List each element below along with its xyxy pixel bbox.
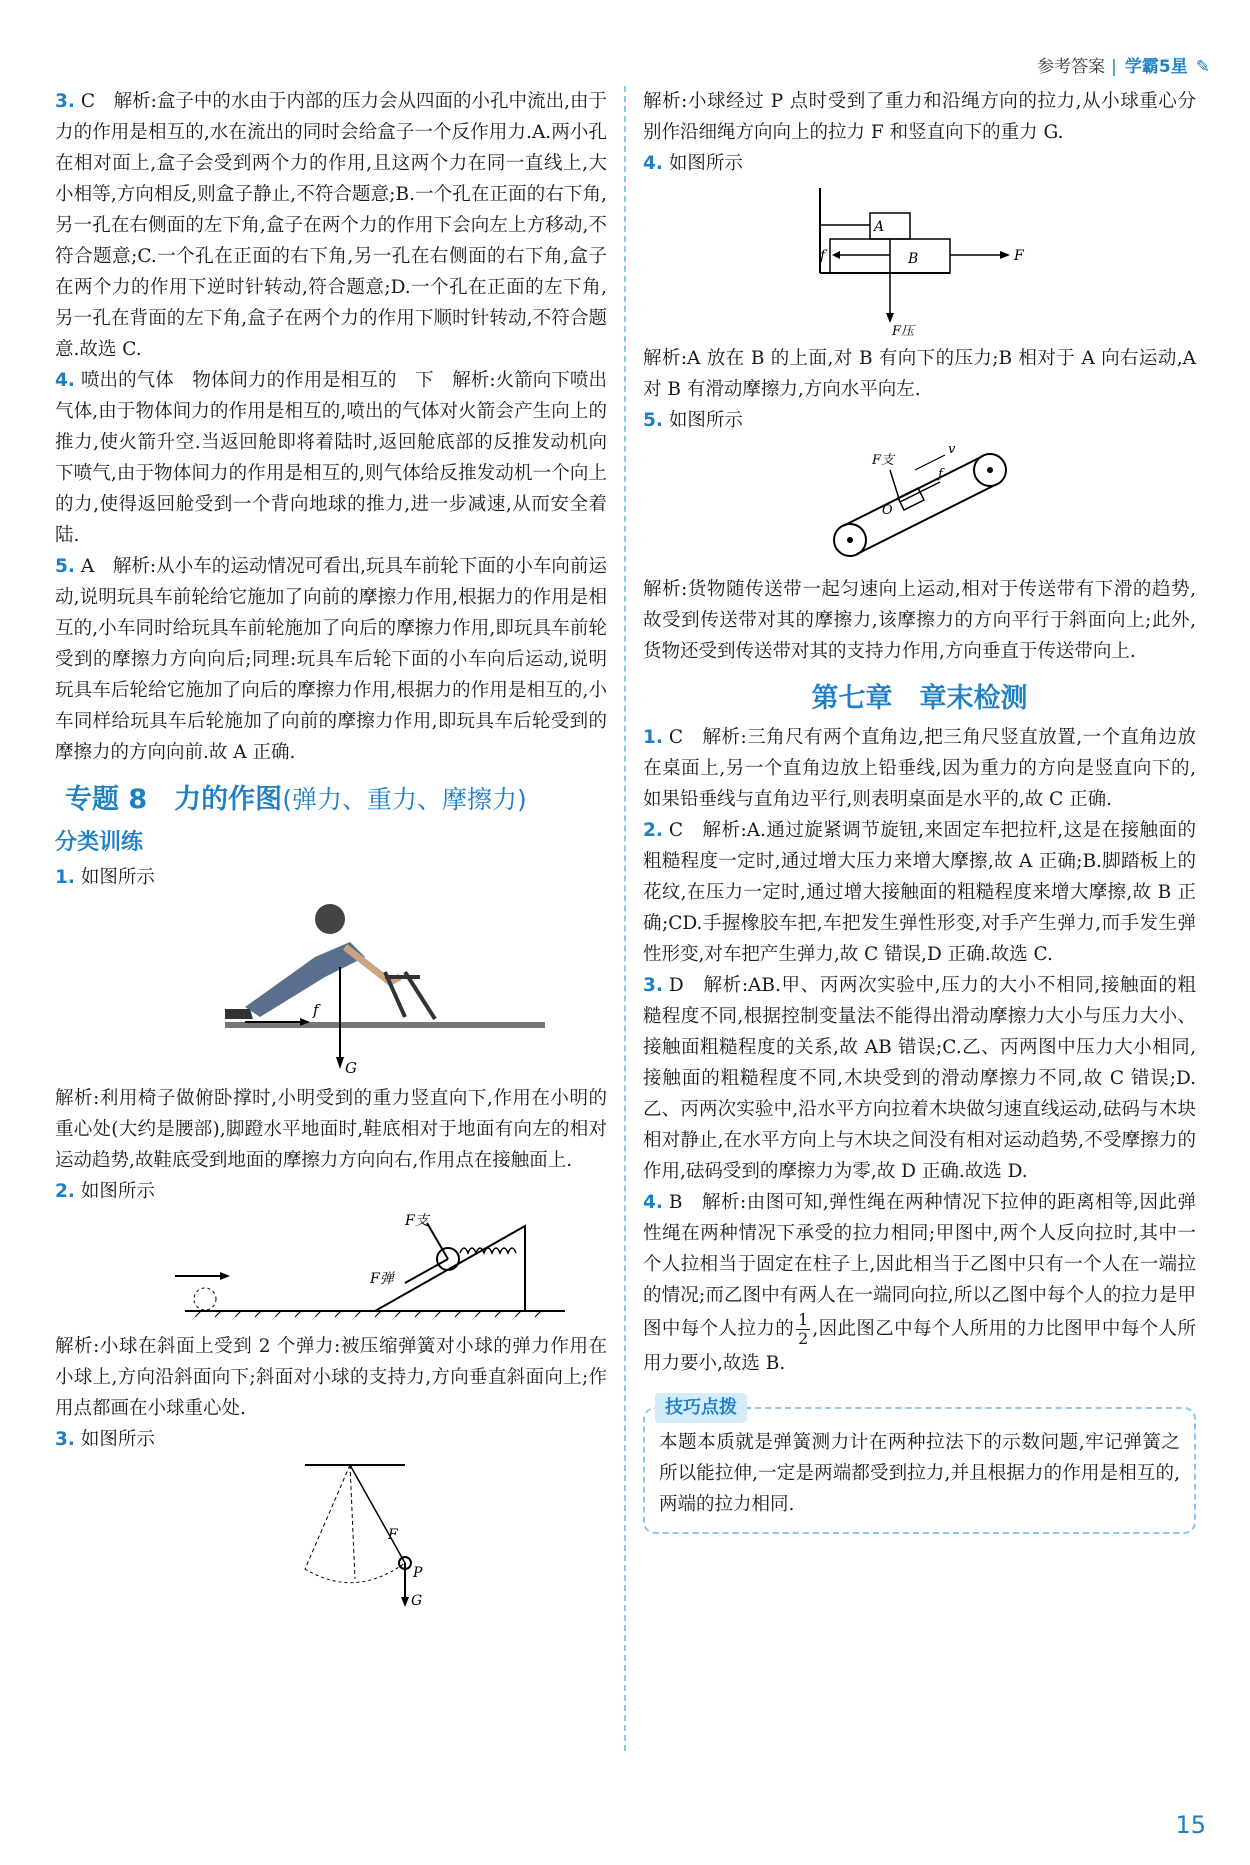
chapter-title: 第七章 章末检测 [811,683,1028,714]
figure-spring-incline [165,1211,585,1327]
label-v: v [947,442,955,457]
training-4-explain: 解析:A 放在 B 的上面,对 B 有向下的压力;B 相对于 A 向右运动,A 对 B 有滑动摩擦力,方向水平向左. [643,348,1196,400]
head [315,904,345,934]
chapter-answer-1: 1. C 解析:三角尺有两个直角边,把三角尺竖直放置,一个直角边放在桌面上,另一个直角边放上铅垂线,因为重力的方向是竖直向下的,如果铅垂线与直角边平行,则表明桌面是水平的,故 C 正确. [643,727,1196,810]
incline [375,1226,525,1311]
figure-pushup [205,897,565,1079]
training-5: 5. 如图所示 [643,410,743,431]
label-P: P [413,1565,423,1581]
rope-left [305,1465,350,1569]
chapter-answer-2: 2. C 解析:A.通过旋紧调节旋钮,来固定车把拉杆,这是在接触面的粗糙程度一定时,通过增大压力来增大摩擦,故 A 正确;B.脚踏板上的花纹,在压力一定时,通过增大接触面的粗糙程度来增大摩擦,故 B 正确;CD.手握橡胶车把,车把发生弹性形变,对手产生弹力,而手发生弹性形变,对车把产生弹力,故 C 错误,D 正确.故选 C. [643,820,1196,965]
friction-arrow [900,482,940,502]
training-5-explain: 解析:货物随传送带一起匀速向上运动,相对于传送带有下滑的趋势,故受到传送带对其的摩擦力,该摩擦力的方向平行于斜面向上;此外,货物还受到传送带对其的支持力作用,方向垂直于传送带向上. [643,579,1196,662]
tip-label: 技巧点拨 [655,1393,747,1423]
answer-5: 5. A 解析:从小车的运动情况可看出,玩具车前轮下面的小车向前运动,说明玩具车前轮给它施加了向前的摩擦力作用,根据力的作用是相互的,小车同时给玩具车前轮施加了向后的摩擦力作用,即玩具车前轮受到的摩擦力方向向后;同理:玩具车后轮下面的小车向后运动,说明玩具车后轮给它施加了向后的摩擦力作用,根据力的作用是相互的,小车同样给玩具车后轮施加了向前的摩擦力作用,即玩具车后轮受到的摩擦力的方向向前.故 A 正确. [55,556,607,763]
training-4: 4. 如图所示 [643,153,743,174]
pen-icon: ✎ [1195,57,1210,77]
figure-pendulum [275,1459,475,1609]
label-Fy: F压 [891,324,914,339]
shoe [225,1009,253,1019]
label-F: F [1013,248,1024,264]
right-column [643,86,1196,1534]
training-3: 3. 如图所示 [55,1429,155,1450]
label-Fz: F支 [871,453,894,468]
fraction-one-half: $\frac{1}{2}$ [798,1310,809,1348]
label-ft: F弹 [370,1271,394,1287]
label-fz: F支 [405,1213,429,1229]
training-3-explain: 解析:小球经过 P 点时受到了重力和沿绳方向的拉力,从小球重心分别作沿细绳方向向上的拉力 F 和竖直向下的重力 G. [643,91,1196,143]
gravity-arrowhead [336,1057,344,1069]
label-A: A [873,219,884,235]
training-1: 1. 如图所示 [55,867,155,888]
rope-mid [350,1465,355,1579]
body-figure [245,942,365,1017]
label-g: G [345,1059,357,1077]
figure-blocks [800,183,1040,339]
tip-box [643,1397,1196,1534]
header-separator: | [1111,57,1117,77]
rope [350,1465,405,1563]
training-1-explain: 解析:利用椅子做俯卧撑时,小明受到的重力竖直向下,作用在小明的重心处(大约是腰部),脚蹬水平地面时,鞋底相对于地面有向左的相对运动趋势,故鞋底受到地面的摩擦力方向向右,作用点在接触面上. [55,1088,607,1171]
figure-conveyor [820,440,1020,570]
chapter-answer-4: 4. B 解析:由图可知,弹性绳在两种情况下拉伸的距离相等,因此弹性绳在两种情况下承受的拉力相同;甲图中,两个人反向拉时,其中一个人拉相当于固定在柱子上,因此相当于乙图中只有一个人在一端拉的情况;而乙图中有两人在一端同向拉,所以乙图中每个人的拉力是甲图中每个人拉力的 $\frac{1}{2}$ ,因此图乙中每个人所用的力比图甲中每个人所用力要小,故选 B. [643,1192,1196,1374]
label-O: O [881,503,893,518]
left-column [55,86,607,1613]
topic-title: 专题 8 力的作图(弹力、重力、摩擦力) [65,784,527,815]
label-G: G [411,1593,423,1609]
header-brand: 学霸5星 [1124,57,1188,77]
label-f: f [819,248,825,264]
label-f: f [937,467,943,482]
label-F: F [388,1527,398,1543]
ball-start [194,1288,216,1310]
support-arrow [890,470,900,502]
spring-force-arrow [405,1259,448,1283]
spring [460,1248,516,1253]
tip-text: 本题本质就是弹簧测力计在两种拉法下的示数问题,牢记弹簧之所以能拉伸,一定是两端都受到拉力,并且根据力的作用是相互的,两端的拉力相同. [659,1432,1180,1515]
page-number: 15 [1175,1811,1206,1839]
answer-3: 3. C 解析:盒子中的水由于内部的压力会从四面的小孔中流出,由于力的作用是相互的,水在流出的同时会给盒子一个反作用力.A.两小孔在相对面上,盒子会受到两个力的作用,且这两个力在同一直线上,大小相等,方向相反,则盒子静止,不符合题意;B.一个孔在正面的右下角,另一孔在右侧面的左下角,盒子在两个力的作用下会向左上方移动,不符合题意;C.一个孔在正面的右下角,另一孔在右侧面的右下角,盒子在两个力的作用下逆时针转动,符合题意;D.一个孔在正面的左下角,另一孔在背面的左下角,盒子在两个力的作用下顺时针转动,不符合题意.故选 C. [55,91,607,360]
answer-4: 4. 喷出的气体 物体间力的作用是相互的 下 解析:火箭向下喷出气体,由于物体间力的作用是相互的,喷出的气体对火箭会产生向上的推力,使火箭升空.当返回舱即将着陆时,返回舱底部的反推发动机向下喷气,由于物体间力的作用是相互的,则气体给反推发动机一个向上的力,使得返回舱受到一个背向地球的推力,进一步减速,从而安全着陆. [55,370,607,546]
training-2: 2. 如图所示 [55,1181,155,1202]
training-2-explain: 解析:小球在斜面上受到 2 个弹力:被压缩弹簧对小球的弹力作用在小球上,方向沿斜面向下;斜面对小球的支持力,方向垂直斜面向上;作用点都画在小球重心处. [55,1336,607,1419]
column-divider [624,86,626,1751]
training-title: 分类训练 [55,830,144,855]
chapter-answer-3: 3. D 解析:AB.甲、丙两次实验中,压力的大小不相同,接触面的粗糙程度不同,根据控制变量法不能得出滑动摩擦力大小与压力大小、接触面粗糙程度的关系,故 AB 错误;C.乙、丙两图中压力大小相同,接触面的粗糙程度不同,木块受到的滑动摩擦力不同,故 C 错误;D.乙、丙两次实验中,沿水平方向拉着木块做匀速直线运动,砝码与木块相对静止,在水平方向上与木块之间没有相对运动趋势,不受摩擦力的作用,砝码受到的摩擦力为零,故 D 正确.故选 D. [643,975,1196,1182]
header-label: 参考答案 [1037,57,1106,77]
label-f: f [313,1001,319,1019]
page-header [1037,52,1210,77]
belt-bottom [857,484,997,554]
label-B: B [907,251,918,267]
